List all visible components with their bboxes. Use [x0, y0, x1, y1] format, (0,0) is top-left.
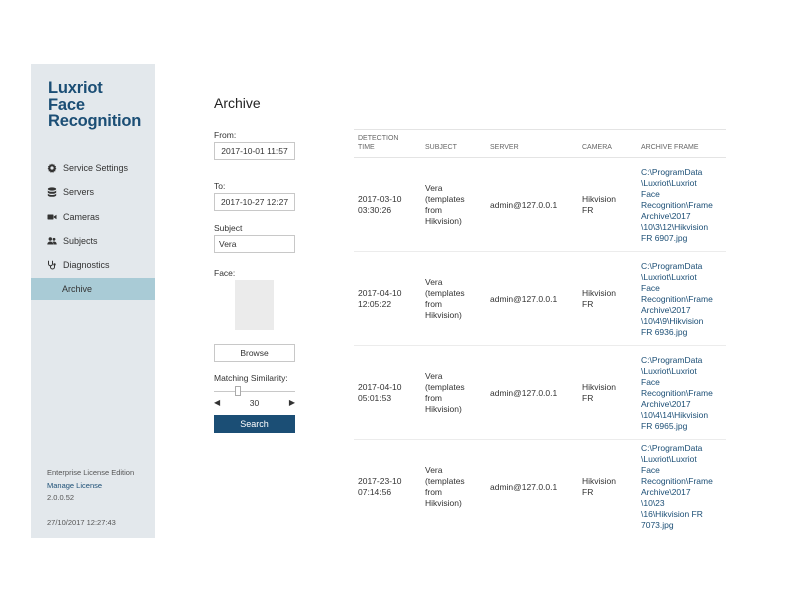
- page-title: Archive: [214, 95, 261, 111]
- subject-label: Subject: [214, 223, 243, 233]
- server-cell: admin@127.0.0.1: [490, 482, 558, 492]
- decrease-arrow-icon[interactable]: ◀: [214, 398, 221, 407]
- face-label: Face:: [214, 268, 236, 278]
- brand-line-2: Face: [48, 95, 85, 114]
- table-row[interactable]: [354, 346, 726, 440]
- from-label: From:: [214, 130, 237, 140]
- users-icon: [46, 236, 57, 247]
- detection-time-cell: 2017-04-10 12:05:22: [358, 288, 402, 309]
- gear-icon: [46, 163, 57, 174]
- to-date-input[interactable]: [214, 193, 295, 211]
- database-icon: [46, 187, 57, 198]
- slider-track: [214, 391, 295, 392]
- detection-time-cell: 2017-03-10 03:30:26: [358, 194, 402, 215]
- sidebar-item-diagnostics[interactable]: [31, 253, 155, 277]
- subject-cell: Vera (templates from Hikvision): [425, 371, 465, 414]
- server-cell: admin@127.0.0.1: [490, 294, 558, 304]
- sidebar-item-cameras[interactable]: [31, 205, 155, 229]
- sidebar-item-label: Archive: [62, 284, 93, 295]
- archive-frame-link[interactable]: C:\ProgramData \Luxriot\Luxriot Face Recognition\Frame Archive\2017 \10\4\14\Hikvision FR 6965.jpg: [641, 355, 713, 431]
- server-cell: admin@127.0.0.1: [490, 200, 558, 210]
- camera-cell: Hikvision FR: [582, 382, 617, 403]
- archive-filter-form: [214, 130, 295, 433]
- subject-cell: Vera (templates from Hikvision): [425, 183, 465, 226]
- to-label: To:: [214, 181, 226, 191]
- detection-time-cell: 2017-23-10 07:14:56: [358, 476, 402, 497]
- sidebar-item-label: Servers: [63, 187, 95, 198]
- slider-handle[interactable]: [235, 386, 241, 396]
- brand-logo[interactable]: [48, 80, 141, 130]
- similarity-slider[interactable]: [214, 386, 295, 396]
- subject-cell: Vera (templates from Hikvision): [425, 277, 465, 320]
- sidebar-item-subjects[interactable]: [31, 229, 155, 253]
- table-row[interactable]: [354, 158, 726, 252]
- sidebar-item-service-settings[interactable]: [31, 156, 155, 180]
- camera-cell: Hikvision FR: [582, 288, 617, 309]
- face-image-preview: [235, 280, 274, 330]
- sidebar-footer: [47, 467, 134, 529]
- video-camera-icon: [46, 211, 57, 222]
- table-body: [354, 158, 726, 534]
- header-server[interactable]: SERVER: [490, 144, 519, 151]
- server-cell: admin@127.0.0.1: [490, 388, 558, 398]
- increase-arrow-icon[interactable]: ▶: [288, 398, 295, 407]
- header-archive-frame[interactable]: ARCHIVE FRAME: [641, 144, 699, 151]
- sidebar-item-label: Diagnostics: [63, 260, 110, 271]
- matching-similarity-label: Matching Similarity:: [214, 373, 288, 383]
- subject-input[interactable]: [214, 235, 295, 253]
- sidebar-item-archive[interactable]: [31, 278, 155, 300]
- archive-frame-link[interactable]: C:\ProgramData \Luxriot\Luxriot Face Recognition\Frame Archive\2017 \10\3\12\Hikvision FR 6907.jpg: [641, 167, 713, 243]
- table-row[interactable]: [354, 252, 726, 346]
- similarity-stepper: [214, 396, 295, 409]
- sidebar-item-servers[interactable]: [31, 180, 155, 204]
- sidebar: [31, 64, 155, 538]
- table-row[interactable]: [354, 440, 726, 534]
- browse-button[interactable]: Browse: [214, 344, 295, 362]
- header-camera[interactable]: CAMERA: [582, 144, 612, 151]
- manage-license-link[interactable]: Manage License: [47, 480, 103, 490]
- archive-table: [354, 129, 726, 534]
- similarity-value: 30: [249, 397, 260, 408]
- subject-cell: Vera (templates from Hikvision): [425, 465, 465, 508]
- sidebar-item-label: Service Settings: [63, 163, 129, 174]
- brand-line-3: Recognition: [48, 112, 142, 130]
- archive-frame-link[interactable]: C:\ProgramData \Luxriot\Luxriot Face Recognition\Frame Archive\2017 \10\4\9\Hikvision FR 6936.jpg: [641, 261, 713, 337]
- from-date-input[interactable]: [214, 142, 295, 160]
- stethoscope-icon: [46, 260, 57, 271]
- detection-time-cell: 2017-04-10 05:01:53: [358, 382, 402, 403]
- table-header: [354, 129, 726, 158]
- archive-frame-link[interactable]: C:\ProgramData \Luxriot\Luxriot Face Recognition\Frame Archive\2017 \10\23 \16\Hikvision FR 7073.jpg: [641, 443, 713, 530]
- sidebar-nav: [31, 156, 155, 300]
- sidebar-item-label: Cameras: [63, 211, 100, 222]
- camera-cell: Hikvision FR: [582, 476, 617, 497]
- search-button[interactable]: Search: [214, 415, 295, 433]
- license-edition: Enterprise License Edition: [47, 468, 135, 477]
- brand-line-1: Luxriot: [48, 79, 103, 97]
- current-datetime: 27/10/2017 12:27:43: [47, 517, 116, 527]
- camera-cell: Hikvision FR: [582, 194, 617, 215]
- sidebar-item-label: Subjects: [63, 236, 98, 247]
- header-subject[interactable]: SUBJECT: [425, 144, 457, 151]
- header-detection-time[interactable]: DETECTION TIME: [358, 135, 399, 151]
- version-text: 2.0.0.52: [47, 493, 75, 502]
